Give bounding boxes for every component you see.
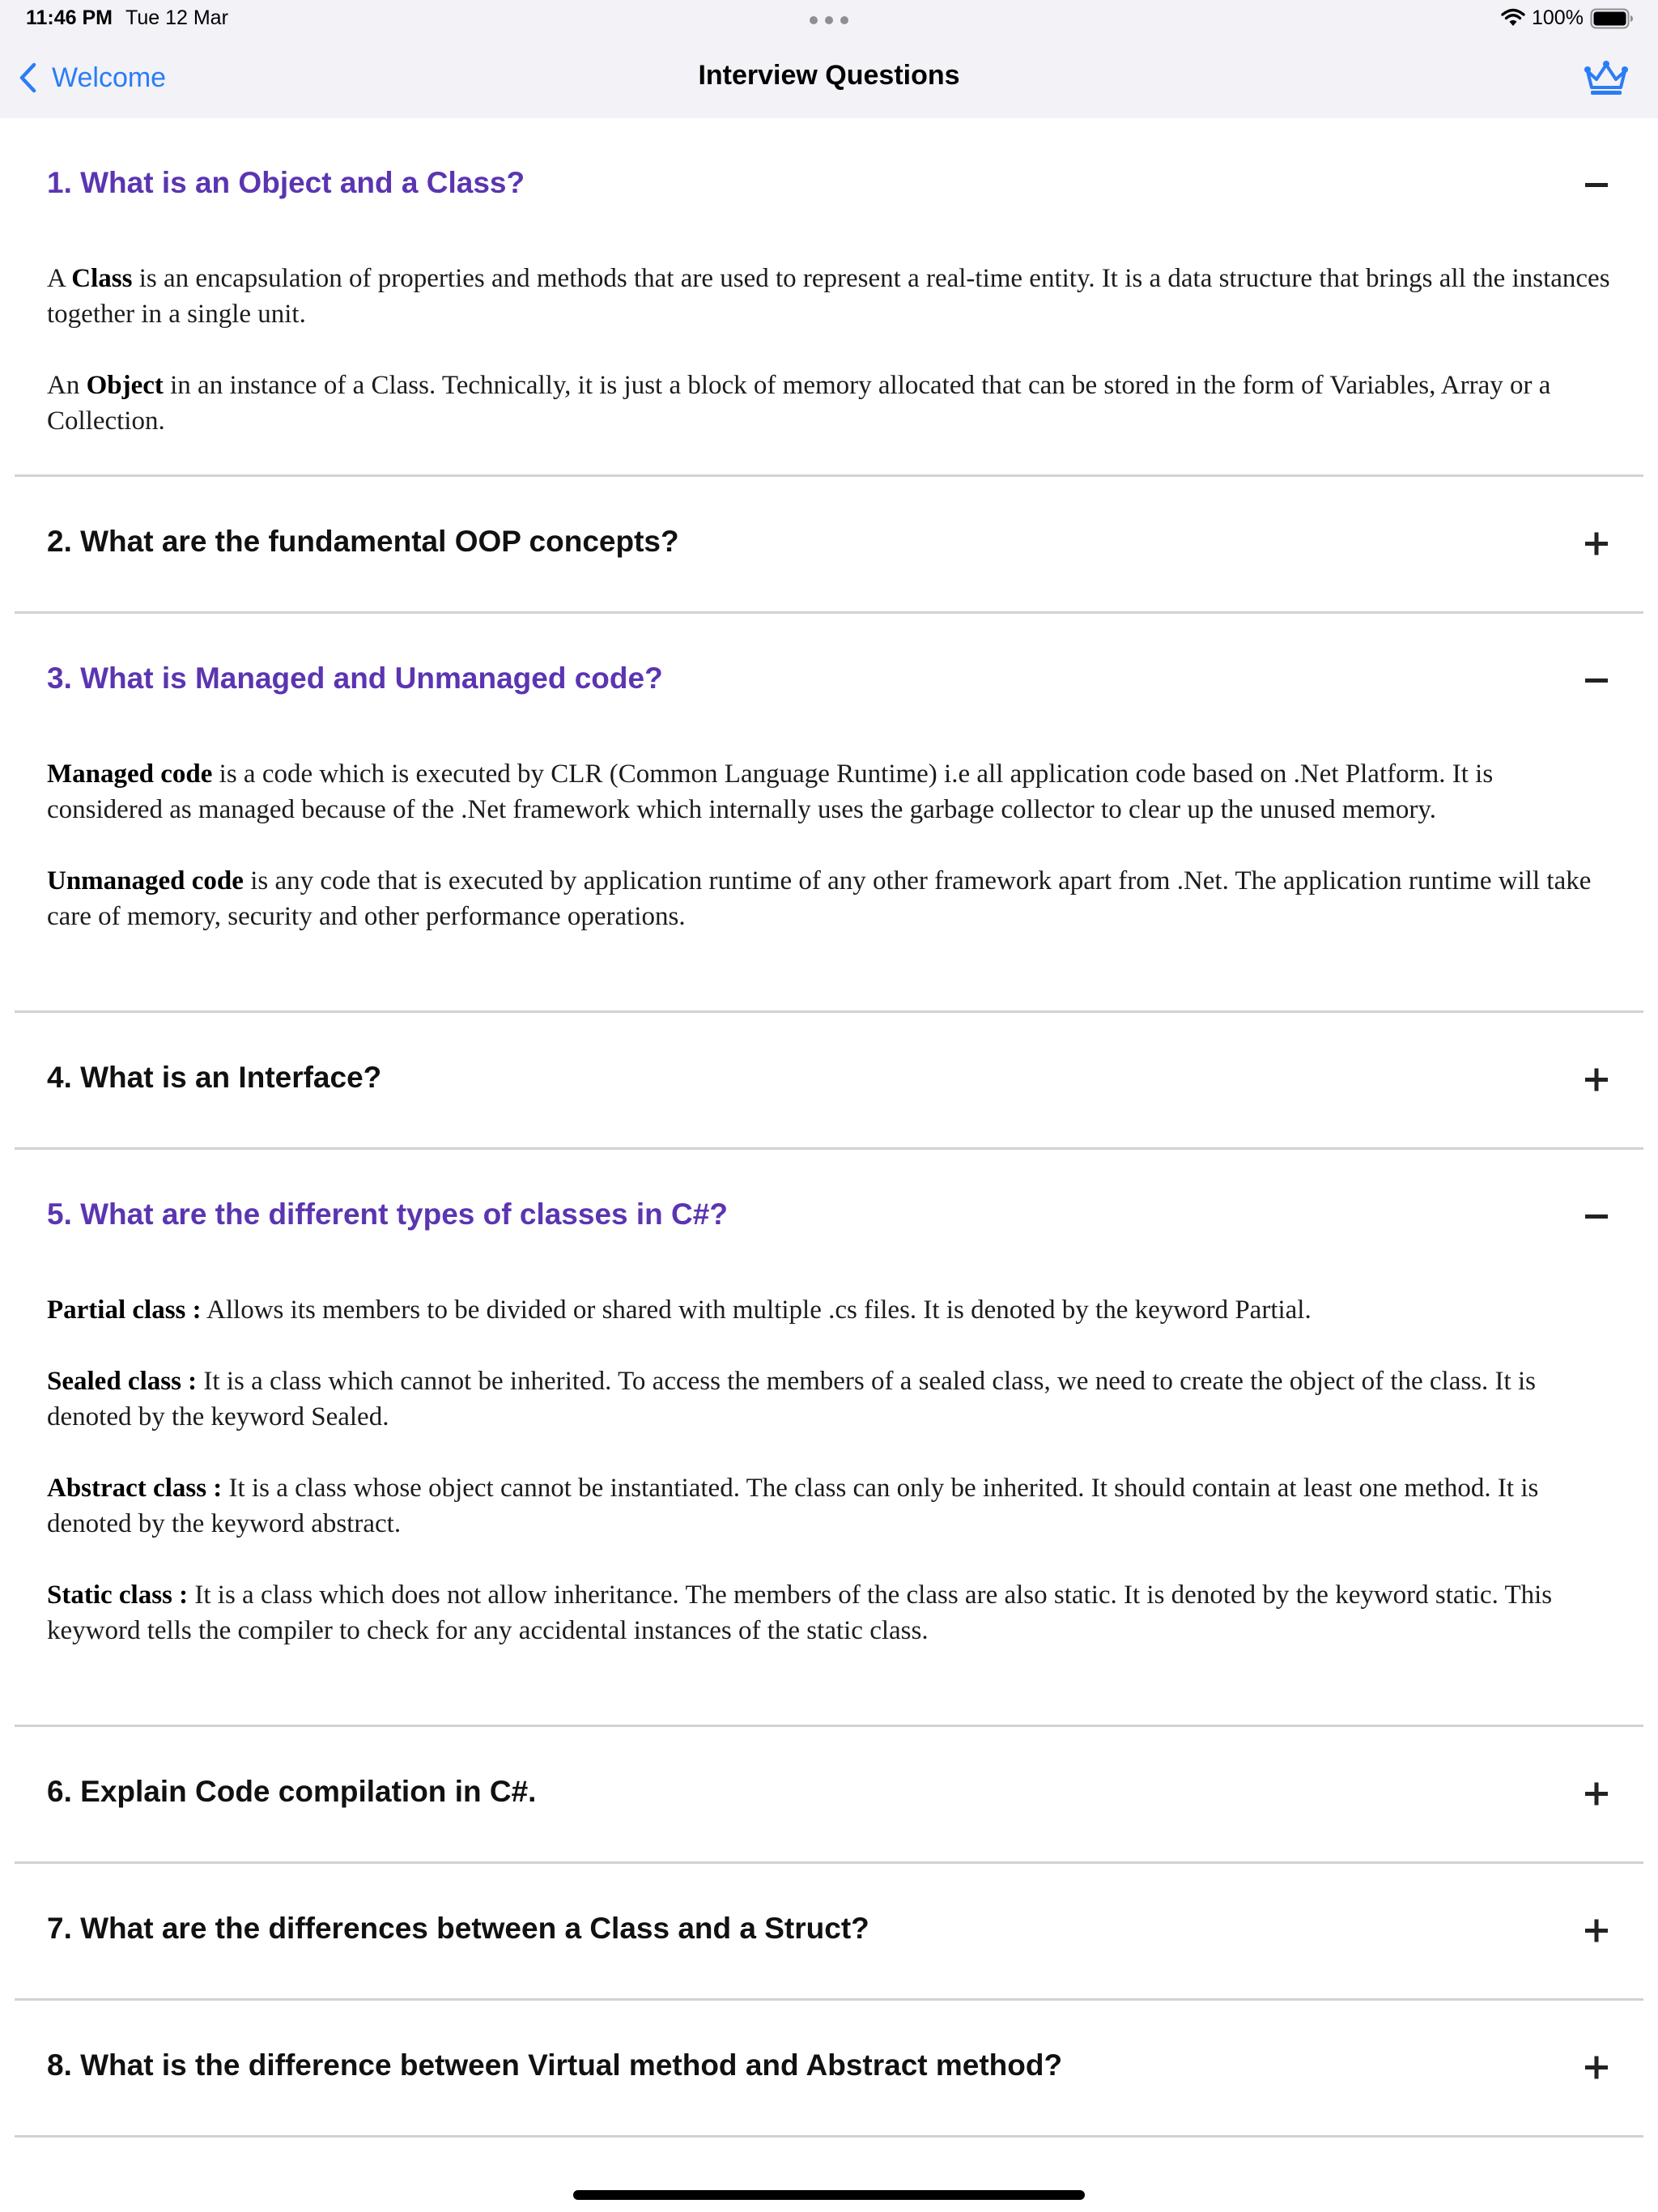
answer-paragraph: Unmanaged code is any code that is executed by application runtime of any other framework apart from .Net. The application runtime will take care of memory, security and other performance operations. [47,866,1592,931]
answer-term: Sealed class : [47,1367,198,1396]
top-chrome [0,0,1658,118]
home-indicator[interactable] [573,2190,1085,2200]
page-title: Interview Questions [698,60,960,91]
question-item [0,2001,1658,2135]
answer-body [0,748,1658,1010]
status-time: 11:46 PM [26,6,113,29]
question-item [0,1013,1658,1147]
answer-paragraph: A Class is an encapsulation of properties and methods that are used to represent a real-time entity. It is a data structure that brings all the instances together in a single unit. [47,264,1610,329]
status-bar [0,0,1658,39]
question-list [0,118,1658,2138]
answer-term: Abstract class : [47,1474,223,1503]
question-header[interactable] [0,1150,1658,1284]
answer-term: Managed code [47,759,213,789]
answer-paragraph: Sealed class : It is a class which cannot be inherited. To access the members of a sealed class, we need to create the object of the class. It is denoted by the keyword Sealed. [47,1367,1536,1431]
question-header[interactable] [0,118,1658,253]
question-title: 2. What are the fundamental OOP concepts? [47,525,679,558]
crown-icon[interactable] [1584,60,1629,97]
question-item [0,1727,1658,1861]
plus-icon[interactable] [1583,530,1610,557]
status-date: Tue 12 Mar [125,6,228,29]
question-title: 6. Explain Code compilation in C#. [47,1775,537,1808]
question-title: 4. What is an Interface? [47,1061,382,1094]
minus-icon[interactable] [1583,171,1610,198]
battery-icon [1590,8,1634,29]
question-title: 3. What is Managed and Unmanaged code? [47,661,663,695]
back-button[interactable] [16,57,166,99]
multitasking-dots-icon[interactable] [810,16,848,24]
answer-paragraph: Abstract class : It is a class whose object cannot be instantiated. The class can only be inherited. It should contain at least one method. It is denoted by the keyword abstract. [47,1474,1539,1538]
question-header[interactable] [0,614,1658,748]
question-title: 7. What are the differences between a Class and a Struct? [47,1912,869,1945]
answer-term: Class [71,264,133,293]
plus-icon[interactable] [1583,1066,1610,1093]
question-item [0,118,1658,439]
question-header[interactable] [0,477,1658,611]
answer-term: Unmanaged code [47,866,244,895]
answer-paragraph: Managed code is a code which is executed by CLR (Common Language Runtime) i.e all application code based on .Net Platform. It is considered as managed because of the .Net framework which internally uses the garbage collector to clear up the unused memory. [47,759,1494,824]
minus-icon[interactable] [1583,666,1610,694]
answer-term: Object [86,371,164,400]
question-header[interactable] [0,1727,1658,1861]
navigation-bar [0,39,1658,118]
plus-icon[interactable] [1583,2053,1610,2081]
plus-icon[interactable] [1583,1780,1610,1807]
answer-paragraph: An Object in an instance of a Class. Technically, it is just a block of memory allocated that can be stored in the form of Variables, Array or a Collection. [47,371,1551,436]
answer-paragraph: Partial class : Allows its members to be divided or shared with multiple .cs files. It is denoted by the keyword Partial. [47,1295,1312,1325]
answer-term: Partial class : [47,1295,202,1325]
answer-paragraph: Static class : It is a class which does not allow inheritance. The members of the class are also static. It is denoted by the keyword static. This keyword tells the compiler to check for any accidental instances of the static class. [47,1580,1553,1645]
question-item [0,1150,1658,1725]
question-header[interactable] [0,1864,1658,1998]
question-header[interactable] [0,2001,1658,2135]
divider [15,2135,1643,2138]
minus-icon[interactable] [1583,1202,1610,1230]
answer-term: Static class : [47,1580,189,1610]
question-title: 5. What are the different types of classes in C#? [47,1197,728,1231]
question-item [0,477,1658,611]
question-header[interactable] [0,1013,1658,1147]
question-item [0,614,1658,1010]
chevron-left-icon [16,62,39,94]
answer-body [0,1284,1658,1725]
answer-body [0,253,1658,439]
battery-percentage: 100% [1532,6,1584,29]
plus-icon[interactable] [1583,1916,1610,1944]
wifi-icon [1501,8,1525,28]
back-label: Welcome [52,62,167,93]
question-item [0,1864,1658,1998]
question-title: 1. What is an Object and a Class? [47,166,525,199]
question-title: 8. What is the difference between Virtual method and Abstract method? [47,2048,1063,2082]
